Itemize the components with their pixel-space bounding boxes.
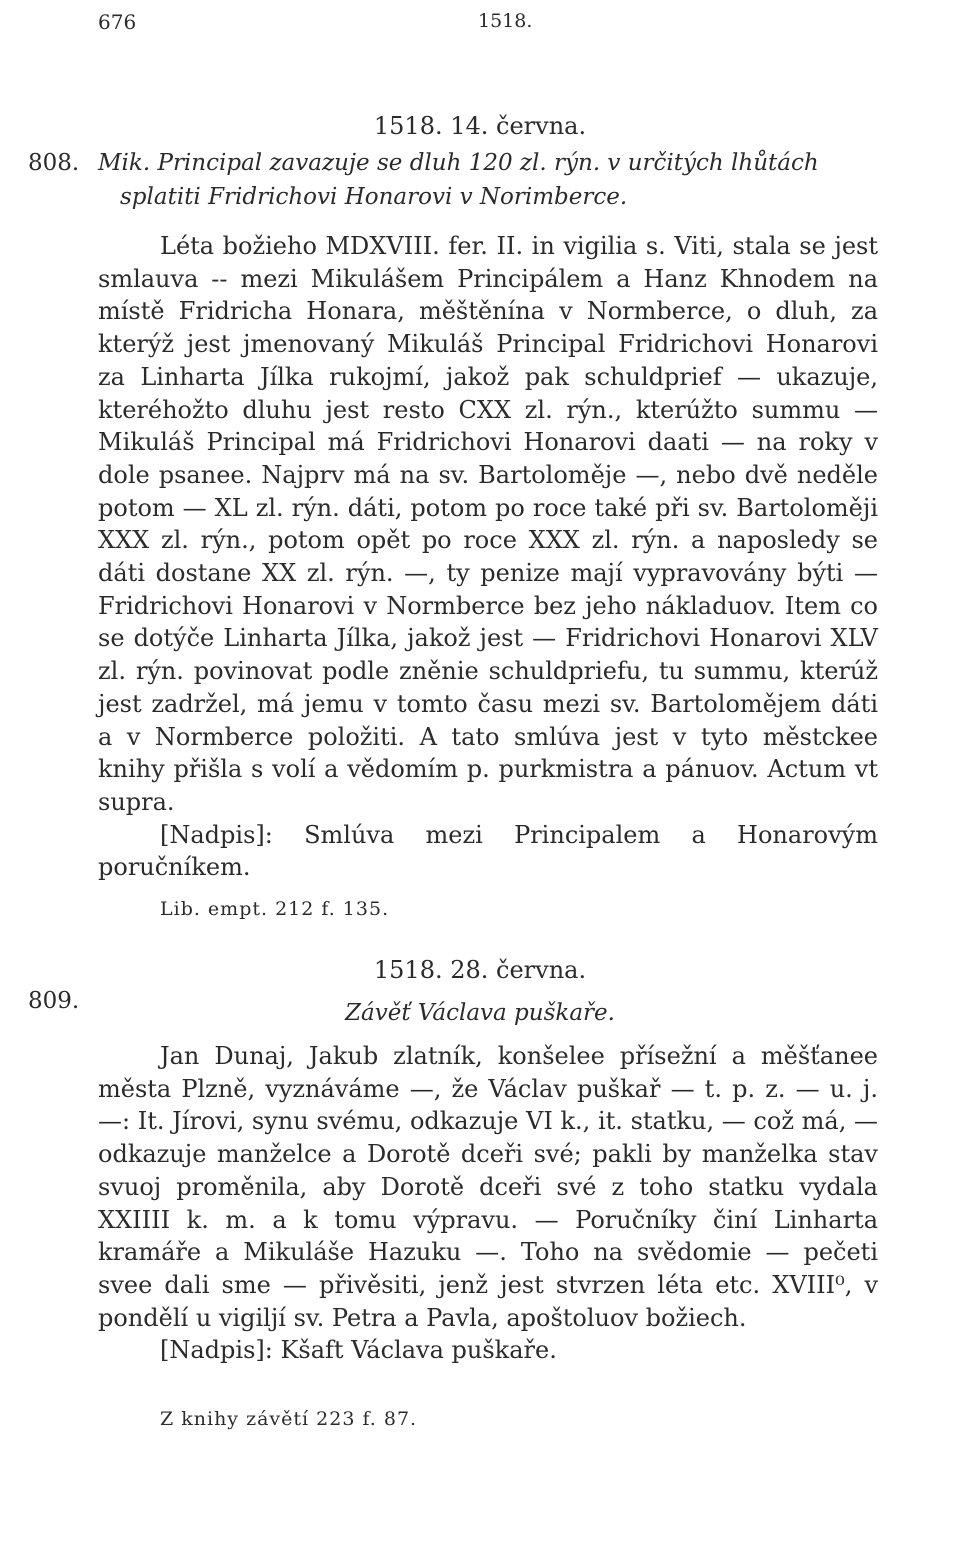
entry-808-heading-note: [Nadpis]: Smlúva mezi Principalem a Honarovým poručníkem.: [98, 820, 878, 882]
running-head: 1518.: [478, 10, 533, 32]
entry-809-date: 1518. 28. června.: [373, 956, 587, 984]
entry-809-heading-note: [Nadpis]: Kšaft Václava puškaře.: [160, 1336, 557, 1365]
entry-808-body: [98, 230, 878, 884]
entry-808-text: Léta božieho MDXVIII. fer. II. in vigilia s. Viti, stala se jest smlauva -- mezi Mikulášem Principálem a Hanz Khnodem na místě Fridricha Honara, měštěnína v Normberce, o dluh, za kterýž jest jmenovaný Mikuláš Principal Fridrichovi Honarovi za Linharta Jílka rukojmí, jakož pak schuldprief — ukazuje, kteréhožto dluhu jest resto CXX zl. rýn., kterúžto summu — Mikuláš Principal má Fridrichovi Honarovi daati — na roky v dole psanee. Najprv má na sv. Bartoloměje —, nebo dvě neděle potom — XL zl. rýn. dáti, potom po roce také při sv. Bartoloměji XXX zl. rýn., potom opět po roce XXX zl. rýn. a naposledy se dáti dostane XX zl. rýn. —, ty penize mají vypravovány býti — Fridrichovi Honarovi v Normberce bez jeho nákladuov. Item co se dotýče Linharta Jílka, jakož jest — Fridrichovi Honarovi XLV zl. rýn. povinovat podle zněnie schuldpriefu, tu summu, kterúž jest zadržel, má jemu v tomto času mezi sv. Bartolomějem dáti a v Normberce položiti. A tato smlúva jest v tyto městckee knihy přišla s volí a vědomím p. purkmistra a pánuov. Actum vt supra.: [98, 232, 878, 816]
entry-808-source: Lib. empt. 212 f. 135.: [160, 898, 390, 920]
page-header: [98, 10, 888, 40]
entry-809-subtitle: Závěť Václava puškaře.: [345, 1000, 615, 1026]
entry-809-text: Jan Dunaj, Jakub zlatník, konšelee přísežní a měšťanee města Plzně, vyznáváme —, že Václav puškař — t. p. z. — u. j. —: It. Jírovi, synu svému, odkazuje VI k., it. statku, — což má, — odkazuje manželce a Dorotě dceři své; pakli by manželka stav svuoj proměnila, aby Dorotě dceři své z toho statku vydala XXIIII k. m. a k tomu výpravu. — Poručníky činí Linharta kramáře a Mikuláše Hazuku —. Toho na svědomie — pečeti svee dali sme — přivěsiti, jenž jest stvrzen léta etc. XVIII⁰, v pondělí u vigiljí sv. Petra a Pavla, apoštoluov božiech.: [98, 1042, 878, 1332]
entry-808-number: 808.: [28, 150, 80, 176]
entry-808-regest-line-1: Mik. Principal zavazuje se dluh 120 zl. rýn. v určitých lhůtách: [98, 150, 819, 176]
entry-809-number: 809.: [28, 988, 80, 1014]
entry-809-source: Z knihy závětí 223 f. 87.: [160, 1408, 418, 1430]
entry-808-regest: [98, 146, 888, 214]
page-number: 676: [98, 10, 137, 34]
entry-808-date: 1518. 14. června.: [373, 112, 587, 140]
entry-808-regest-line-2: splatiti Fridrichovi Honarovi v Norimberce.: [120, 184, 628, 210]
entry-809-body: [98, 1040, 878, 1367]
